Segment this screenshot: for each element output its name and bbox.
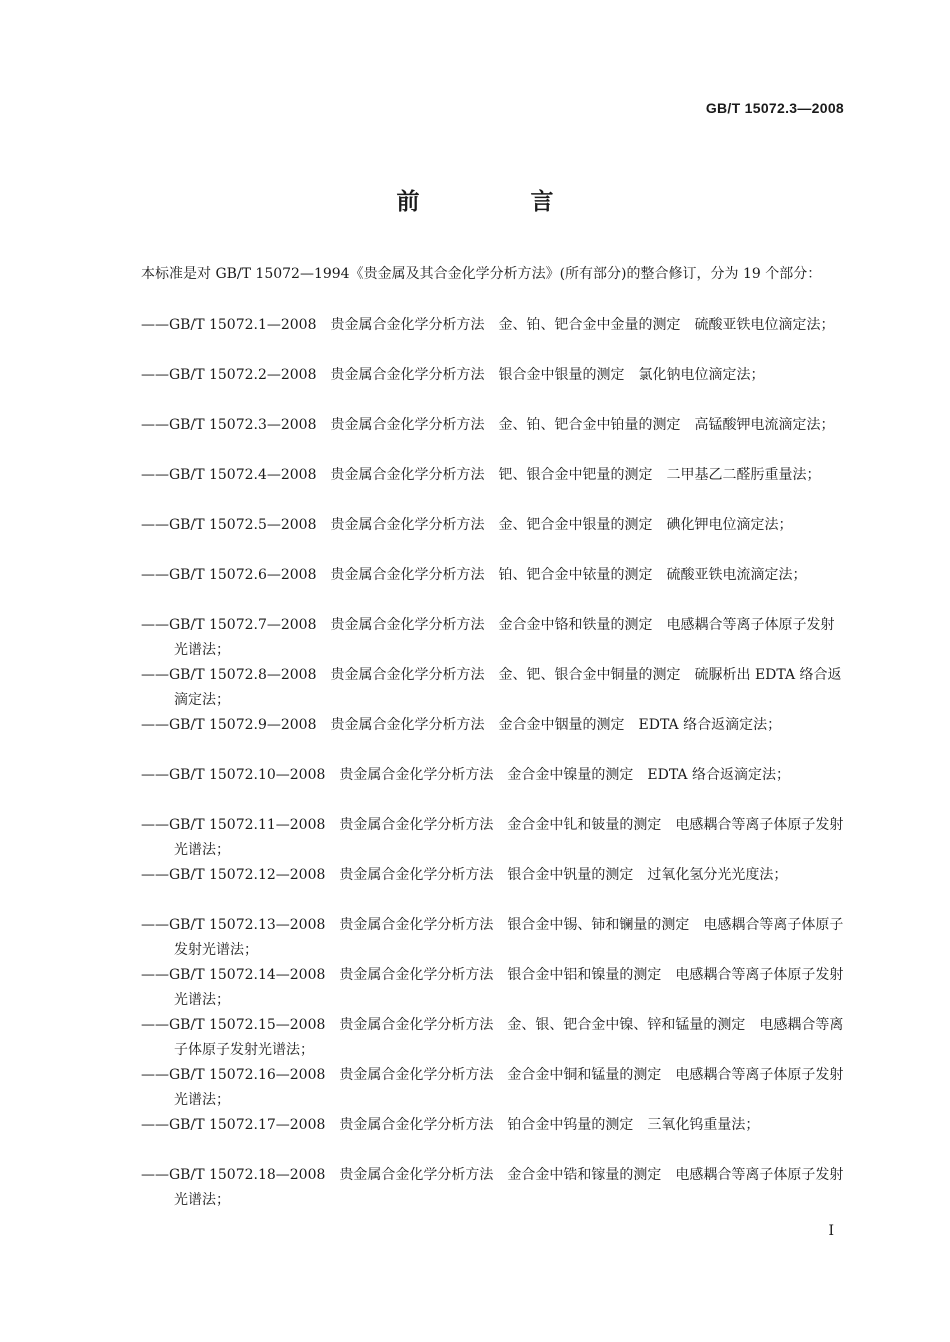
- standard-code: GB/T 15072.3—2008: [705, 100, 844, 116]
- list-item: ——GB/T 15072.8—2008 贵金属合金化学分析方法 金、钯、银合金中铜量的测定 硫脲析出 EDTA 络合返滴定法；: [141, 667, 842, 708]
- list-item: ——GB/T 15072.14—2008 贵金属合金化学分析方法 银合金中铝和镍量的测定 电感耦合等离子体原子发射光谱法；: [141, 967, 844, 1008]
- list-item: ——GB/T 15072.2—2008 贵金属合金化学分析方法 银合金中银量的测定 氯化钠电位滴定法；: [141, 367, 765, 383]
- list-item: ——GB/T 15072.10—2008 贵金属合金化学分析方法 金合金中镍量的测定 EDTA 络合返滴定法；: [141, 767, 790, 783]
- list-item: ——GB/T 15072.13—2008 贵金属合金化学分析方法 银合金中锡、铈和镧量的测定 电感耦合等离子体原子发射光谱法；: [141, 917, 844, 958]
- list-item: ——GB/T 15072.5—2008 贵金属合金化学分析方法 金、钯合金中银量的测定 碘化钾电位滴定法；: [141, 517, 793, 533]
- list-item: ——GB/T 15072.17—2008 贵金属合金化学分析方法 铂合金中钨量的测定 三氧化钨重量法；: [141, 1117, 760, 1133]
- list-item: ——GB/T 15072.16—2008 贵金属合金化学分析方法 金合金中铜和锰量的测定 电感耦合等离子体原子发射光谱法；: [141, 1067, 844, 1108]
- parts-list: [108, 313, 848, 1213]
- list-item: ——GB/T 15072.7—2008 贵金属合金化学分析方法 金合金中铬和铁量的测定 电感耦合等离子体原子发射光谱法；: [141, 617, 835, 658]
- list-item: ——GB/T 15072.1—2008 贵金属合金化学分析方法 金、铂、钯合金中金量的测定 硫酸亚铁电位滴定法；: [141, 317, 835, 333]
- intro-paragraph: 本标准是对 GB/T 15072—1994《贵金属及其合金化学分析方法》(所有部分)的整合修订，分为 19 个部分：: [141, 266, 822, 282]
- page-title: 前 言: [396, 189, 598, 215]
- list-item: ——GB/T 15072.15—2008 贵金属合金化学分析方法 金、银、钯合金中镍、锌和锰量的测定 电感耦合等离子体原子发射光谱法；: [141, 1017, 844, 1058]
- list-item: ——GB/T 15072.18—2008 贵金属合金化学分析方法 金合金中锆和镓量的测定 电感耦合等离子体原子发射光谱法；: [141, 1167, 844, 1208]
- page-number: I: [828, 1223, 834, 1239]
- list-item: ——GB/T 15072.9—2008 贵金属合金化学分析方法 金合金中铟量的测定 EDTA 络合返滴定法；: [141, 717, 782, 733]
- list-item: ——GB/T 15072.3—2008 贵金属合金化学分析方法 金、铂、钯合金中铂量的测定 高锰酸钾电流滴定法；: [141, 417, 835, 433]
- list-item: ——GB/T 15072.6—2008 贵金属合金化学分析方法 铂、钯合金中铱量的测定 硫酸亚铁电流滴定法；: [141, 567, 807, 583]
- list-item: ——GB/T 15072.4—2008 贵金属合金化学分析方法 钯、银合金中钯量的测定 二甲基乙二醛肟重量法；: [141, 467, 821, 483]
- list-item: ——GB/T 15072.12—2008 贵金属合金化学分析方法 银合金中钒量的测定 过氧化氢分光光度法；: [141, 867, 788, 883]
- list-item: ——GB/T 15072.11—2008 贵金属合金化学分析方法 金合金中钆和铍量的测定 电感耦合等离子体原子发射光谱法；: [141, 817, 844, 858]
